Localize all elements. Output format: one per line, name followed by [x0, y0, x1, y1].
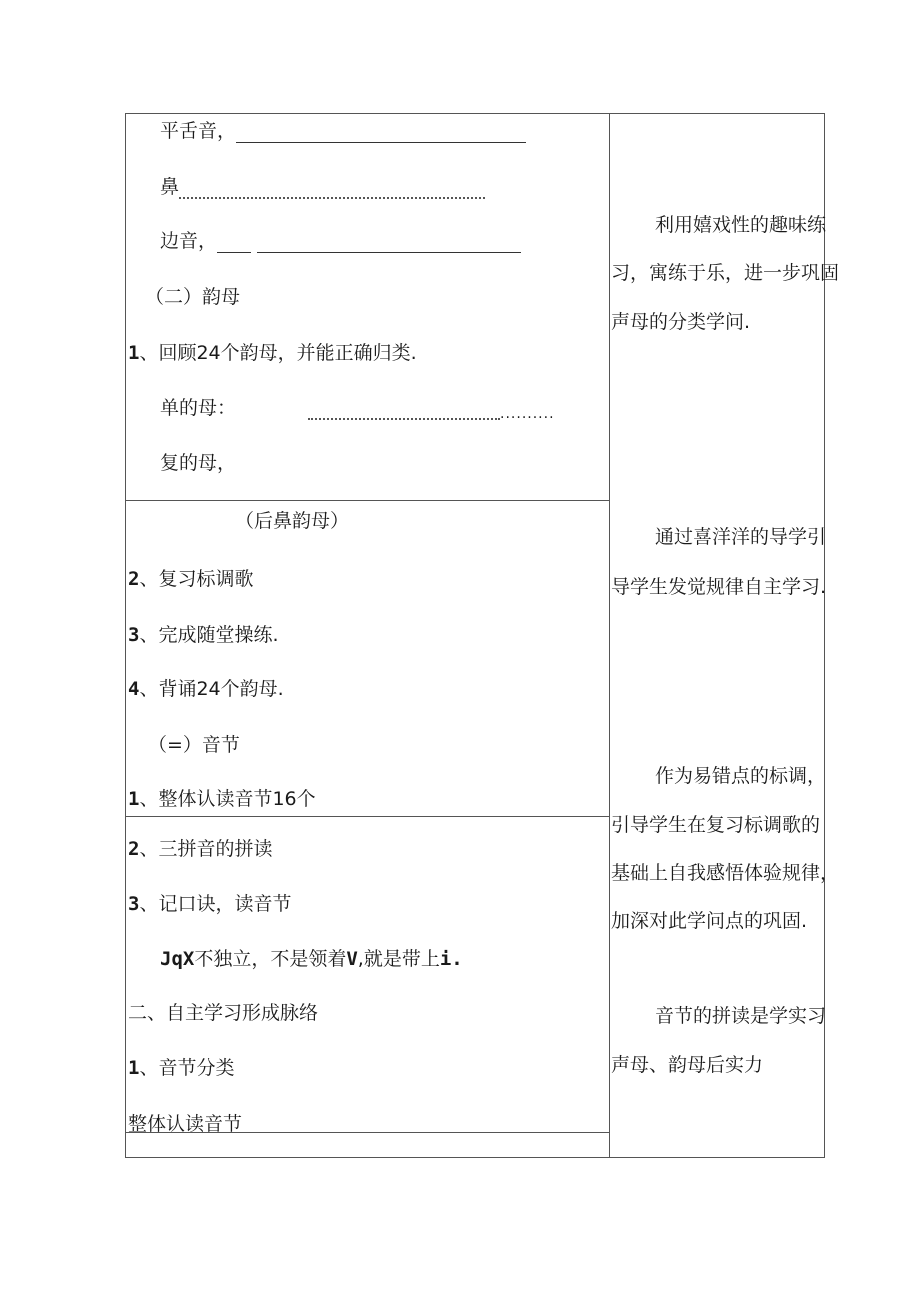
note-3-line-1: 作为易错点的标调， [655, 765, 827, 787]
note-3-line-3: 基础上自我感悟体验规律， [611, 862, 840, 884]
danyunmu-label: 单的母： [160, 397, 237, 419]
sanpin-number: 2 [128, 838, 140, 860]
houbi-yunmu: （后鼻韵母） [235, 510, 350, 532]
item-4-text: 、背诵24个韵母. [139, 678, 284, 700]
yinjie-heading: （=）音节 [148, 734, 240, 756]
note-4-line-2: 声母、韵母后实力 [611, 1054, 764, 1076]
note-2-line-2: 导学生发觉规律自主学习. [611, 576, 827, 598]
note-1-line-2: 习，寓练于乐，进一步巩固 [611, 262, 840, 284]
zhengti-last: 整体认读音节 [128, 1113, 243, 1135]
danyunmu-tail: .......... [500, 406, 555, 422]
jqx-i: i. [439, 948, 463, 970]
fuyunmu-label: 复的母， [160, 452, 237, 474]
sanpin-line [128, 837, 272, 861]
sanpin-text: 、三拼音的拼读 [139, 838, 273, 860]
bianyin-blank[interactable] [257, 232, 521, 253]
item-4-number: 4 [128, 678, 140, 700]
item-4-recite [128, 677, 284, 701]
biyin-blank[interactable] [179, 177, 485, 199]
koujue-number: 3 [128, 893, 140, 915]
yunmu-heading: （二）韵母 [145, 286, 241, 308]
zhengti-text: 、整体认读音节16个 [139, 788, 316, 810]
item-1-text: 、回顾24个韵母，并能正确归类. [139, 342, 417, 364]
jqx-text-2: ,就是带上 [357, 948, 440, 970]
note-3-line-4: 加深对此学问点的巩固. [611, 910, 808, 932]
biyin-line [160, 175, 485, 199]
zhengti-renduyinjie [128, 787, 316, 811]
item-2-number: 2 [128, 568, 140, 590]
item-3-practice [128, 623, 279, 647]
pingsheyin-blank[interactable] [236, 122, 526, 143]
danyunmu-line [160, 396, 555, 420]
item-3-number: 3 [128, 624, 140, 646]
pingsheyin-label: 平舌音， [160, 120, 237, 142]
item-1-review [128, 341, 417, 365]
note-4-line-1: 音节的拼读是学实习 [655, 1005, 827, 1027]
row-divider-1 [125, 500, 610, 501]
zhengti-number: 1 [128, 788, 140, 810]
jqx-text-1: 不独立，不是领着 [194, 948, 347, 970]
row-divider-2 [125, 816, 610, 817]
bianyin-label: 边音， [160, 230, 218, 252]
note-1-line-1: 利用嬉戏性的趣味练 [655, 214, 827, 236]
biyin-label: 鼻 [160, 176, 180, 198]
note-1-line-3: 声母的分类学问. [611, 311, 751, 333]
fuyunmu-line [160, 451, 236, 475]
note-2-line-1: 通过喜洋洋的导学引 [655, 526, 827, 548]
danyunmu-blank[interactable] [308, 398, 500, 420]
item-2-text: 、复习标调歌 [139, 568, 254, 590]
item-3-text: 、完成随堂操练. [139, 624, 279, 646]
item-2-biaodiao [128, 567, 253, 591]
koujue-text: 、记口诀，读音节 [139, 893, 292, 915]
item-1-number: 1 [128, 342, 140, 364]
fenlei-text: 、音节分类 [139, 1057, 235, 1079]
note-3-line-2: 引导学生在复习标调歌的 [611, 814, 821, 836]
jqx-rule [160, 947, 463, 971]
fenlei-number: 1 [128, 1057, 140, 1079]
column-divider [609, 113, 610, 1158]
yinjie-fenlei [128, 1056, 234, 1080]
koujue-line [128, 892, 291, 916]
jqx-letters: JqX [160, 948, 195, 970]
section-2-heading: 二、自主学习形成脉络 [128, 1002, 319, 1024]
bianyin-blank-short[interactable] [217, 232, 251, 253]
bianyin-line [160, 229, 521, 253]
pingsheyin-line [160, 119, 526, 143]
jqx-v: V [346, 948, 358, 970]
